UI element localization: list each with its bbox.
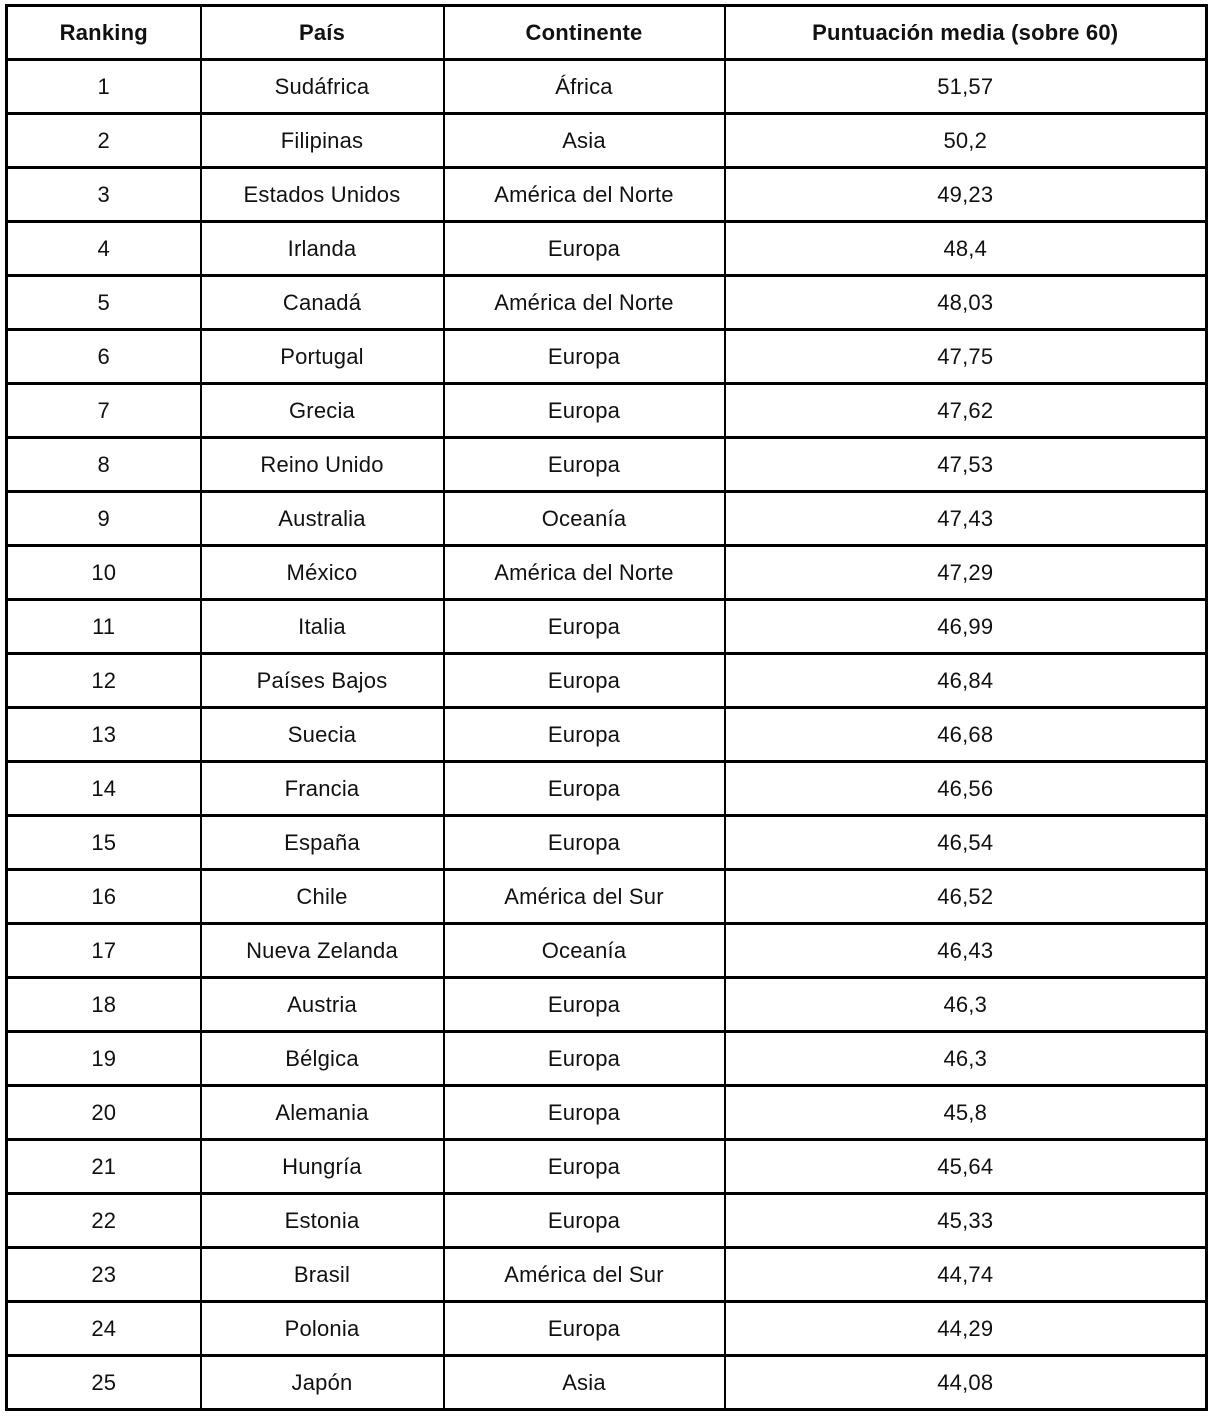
cell-pais: Irlanda — [201, 222, 444, 276]
cell-continente: América del Norte — [444, 546, 725, 600]
table-row — [7, 114, 1207, 168]
cell-ranking: 18 — [7, 978, 201, 1032]
cell-pais: Austria — [201, 978, 444, 1032]
cell-ranking: 7 — [7, 384, 201, 438]
cell-puntuacion-media: 45,8 — [725, 1086, 1207, 1140]
cell-pais: Estados Unidos — [201, 168, 444, 222]
table-row — [7, 708, 1207, 762]
table-row — [7, 1086, 1207, 1140]
cell-ranking: 1 — [7, 60, 201, 114]
cell-pais: Sudáfrica — [201, 60, 444, 114]
cell-pais: México — [201, 546, 444, 600]
cell-puntuacion-media: 46,43 — [725, 924, 1207, 978]
cell-pais: Nueva Zelanda — [201, 924, 444, 978]
table-row — [7, 492, 1207, 546]
cell-pais: Hungría — [201, 1140, 444, 1194]
table-row — [7, 870, 1207, 924]
cell-continente: Europa — [444, 654, 725, 708]
table-row — [7, 762, 1207, 816]
column-header-puntuacion-media: Puntuación media (sobre 60) — [725, 6, 1207, 60]
cell-ranking: 16 — [7, 870, 201, 924]
cell-pais: España — [201, 816, 444, 870]
table-row — [7, 168, 1207, 222]
cell-continente: Europa — [444, 1032, 725, 1086]
cell-ranking: 17 — [7, 924, 201, 978]
cell-continente: Europa — [444, 1086, 725, 1140]
cell-puntuacion-media: 47,53 — [725, 438, 1207, 492]
cell-continente: Europa — [444, 1140, 725, 1194]
cell-puntuacion-media: 47,75 — [725, 330, 1207, 384]
cell-puntuacion-media: 49,23 — [725, 168, 1207, 222]
cell-pais: Japón — [201, 1356, 444, 1410]
cell-puntuacion-media: 44,74 — [725, 1248, 1207, 1302]
cell-ranking: 14 — [7, 762, 201, 816]
cell-ranking: 6 — [7, 330, 201, 384]
table-row — [7, 978, 1207, 1032]
cell-pais: Bélgica — [201, 1032, 444, 1086]
cell-continente: África — [444, 60, 725, 114]
cell-ranking: 3 — [7, 168, 201, 222]
table-row — [7, 924, 1207, 978]
column-header-ranking: Ranking — [7, 6, 201, 60]
cell-ranking: 10 — [7, 546, 201, 600]
cell-ranking: 4 — [7, 222, 201, 276]
cell-puntuacion-media: 51,57 — [725, 60, 1207, 114]
cell-ranking: 24 — [7, 1302, 201, 1356]
cell-ranking: 19 — [7, 1032, 201, 1086]
table-row — [7, 222, 1207, 276]
cell-continente: Europa — [444, 762, 725, 816]
table-row — [7, 1194, 1207, 1248]
cell-pais: Portugal — [201, 330, 444, 384]
table-row — [7, 1032, 1207, 1086]
cell-continente: Europa — [444, 1302, 725, 1356]
table-row — [7, 1356, 1207, 1410]
cell-continente: América del Norte — [444, 276, 725, 330]
cell-pais: Chile — [201, 870, 444, 924]
table-row — [7, 1248, 1207, 1302]
cell-puntuacion-media: 48,03 — [725, 276, 1207, 330]
cell-puntuacion-media: 48,4 — [725, 222, 1207, 276]
table-row — [7, 816, 1207, 870]
cell-ranking: 23 — [7, 1248, 201, 1302]
cell-ranking: 8 — [7, 438, 201, 492]
cell-ranking: 25 — [7, 1356, 201, 1410]
cell-continente: Europa — [444, 222, 725, 276]
cell-continente: Asia — [444, 1356, 725, 1410]
cell-puntuacion-media: 46,56 — [725, 762, 1207, 816]
cell-puntuacion-media: 46,84 — [725, 654, 1207, 708]
cell-puntuacion-media: 46,52 — [725, 870, 1207, 924]
cell-continente: Europa — [444, 1194, 725, 1248]
cell-pais: Alemania — [201, 1086, 444, 1140]
cell-pais: Francia — [201, 762, 444, 816]
table-body — [7, 60, 1207, 1410]
cell-continente: Europa — [444, 978, 725, 1032]
column-header-pais: País — [201, 6, 444, 60]
cell-continente: Oceanía — [444, 492, 725, 546]
cell-puntuacion-media: 45,64 — [725, 1140, 1207, 1194]
table-row — [7, 1302, 1207, 1356]
table-row — [7, 330, 1207, 384]
cell-puntuacion-media: 44,08 — [725, 1356, 1207, 1410]
cell-puntuacion-media: 45,33 — [725, 1194, 1207, 1248]
cell-ranking: 5 — [7, 276, 201, 330]
cell-pais: Polonia — [201, 1302, 444, 1356]
cell-ranking: 9 — [7, 492, 201, 546]
cell-puntuacion-media: 50,2 — [725, 114, 1207, 168]
cell-puntuacion-media: 47,62 — [725, 384, 1207, 438]
table-row — [7, 276, 1207, 330]
cell-continente: América del Norte — [444, 168, 725, 222]
column-header-continente: Continente — [444, 6, 725, 60]
cell-puntuacion-media: 44,29 — [725, 1302, 1207, 1356]
cell-continente: América del Sur — [444, 1248, 725, 1302]
table-row — [7, 438, 1207, 492]
cell-pais: Filipinas — [201, 114, 444, 168]
cell-pais: Brasil — [201, 1248, 444, 1302]
cell-continente: Oceanía — [444, 924, 725, 978]
cell-puntuacion-media: 47,43 — [725, 492, 1207, 546]
cell-continente: Europa — [444, 816, 725, 870]
table-row — [7, 654, 1207, 708]
table-row — [7, 546, 1207, 600]
cell-pais: Australia — [201, 492, 444, 546]
cell-pais: Italia — [201, 600, 444, 654]
table-header-row — [7, 6, 1207, 60]
cell-puntuacion-media: 46,99 — [725, 600, 1207, 654]
ranking-table — [5, 4, 1208, 1411]
table-row — [7, 1140, 1207, 1194]
cell-ranking: 22 — [7, 1194, 201, 1248]
cell-continente: Europa — [444, 708, 725, 762]
cell-continente: Europa — [444, 330, 725, 384]
cell-puntuacion-media: 46,3 — [725, 1032, 1207, 1086]
cell-continente: América del Sur — [444, 870, 725, 924]
cell-pais: Suecia — [201, 708, 444, 762]
cell-ranking: 21 — [7, 1140, 201, 1194]
cell-pais: Reino Unido — [201, 438, 444, 492]
cell-pais: Estonia — [201, 1194, 444, 1248]
cell-ranking: 20 — [7, 1086, 201, 1140]
cell-ranking: 12 — [7, 654, 201, 708]
cell-ranking: 11 — [7, 600, 201, 654]
cell-pais: Países Bajos — [201, 654, 444, 708]
cell-puntuacion-media: 46,68 — [725, 708, 1207, 762]
cell-continente: Europa — [444, 600, 725, 654]
cell-ranking: 15 — [7, 816, 201, 870]
cell-pais: Canadá — [201, 276, 444, 330]
cell-puntuacion-media: 46,54 — [725, 816, 1207, 870]
cell-ranking: 2 — [7, 114, 201, 168]
table-row — [7, 384, 1207, 438]
cell-ranking: 13 — [7, 708, 201, 762]
cell-puntuacion-media: 47,29 — [725, 546, 1207, 600]
cell-continente: Europa — [444, 384, 725, 438]
cell-continente: Asia — [444, 114, 725, 168]
table-row — [7, 600, 1207, 654]
cell-puntuacion-media: 46,3 — [725, 978, 1207, 1032]
cell-continente: Europa — [444, 438, 725, 492]
cell-pais: Grecia — [201, 384, 444, 438]
table-row — [7, 60, 1207, 114]
